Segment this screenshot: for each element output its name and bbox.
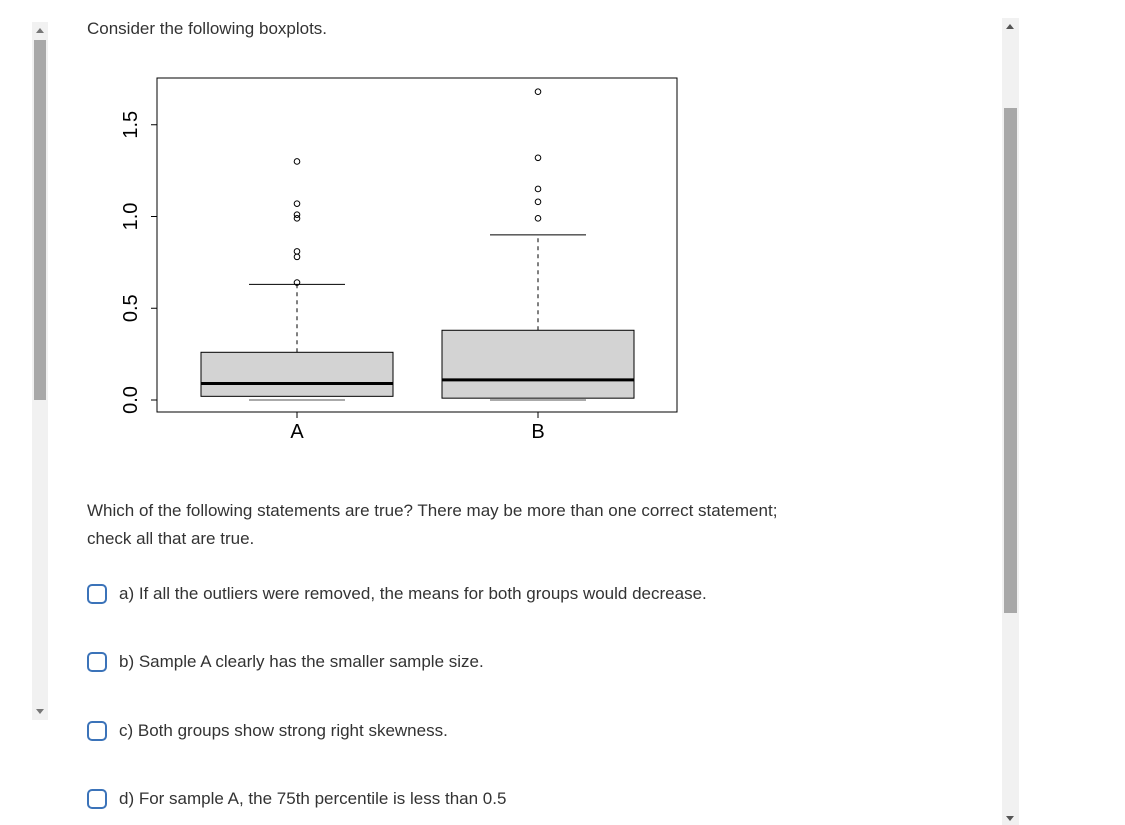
box-B-outlier-point [535, 216, 541, 222]
y-tick-label: 1.5 [120, 110, 142, 139]
option-c[interactable] [87, 721, 448, 741]
option-d[interactable] [87, 789, 506, 809]
box-A-outlier-point [294, 159, 300, 165]
option-c-label: c) Both groups show strong right skewness. [119, 721, 448, 740]
option-b-checkbox[interactable] [87, 652, 107, 672]
right-scrollbar[interactable] [1002, 18, 1019, 825]
right-scrollbar-thumb[interactable] [1004, 108, 1017, 613]
option-d-checkbox[interactable] [87, 789, 107, 809]
option-c-checkbox[interactable] [87, 721, 107, 741]
option-d-label: d) For sample A, the 75th percentile is less than 0.5 [119, 789, 507, 808]
box-A-outlier-point [294, 254, 300, 260]
scroll-up-arrow-icon[interactable] [1006, 24, 1014, 29]
y-tick-label: 0.0 [120, 386, 142, 414]
scroll-down-arrow-icon[interactable] [36, 709, 44, 714]
box-A-outlier-point [294, 249, 300, 255]
box-A-outlier-point [294, 212, 300, 218]
box-A-outlier-point [294, 201, 300, 207]
box-A-iqr [201, 352, 393, 396]
option-a-checkbox[interactable] [87, 584, 107, 604]
question-text: Which of the following statements are true? There may be more than one correct statement; check all that are true. [87, 501, 778, 548]
x-category-label: A [290, 421, 304, 443]
option-a-label: a) If all the outliers were removed, the means for both groups would decrease. [119, 584, 707, 603]
scroll-up-arrow-icon[interactable] [36, 28, 44, 33]
box-B-outlier-point [535, 155, 541, 161]
box-B-iqr [442, 330, 634, 398]
option-a[interactable] [87, 584, 707, 604]
box-B-outlier-point [535, 199, 541, 205]
x-category-label: B [531, 421, 545, 443]
left-scrollbar[interactable] [32, 22, 48, 720]
y-tick-label: 1.0 [120, 202, 142, 231]
scroll-down-arrow-icon[interactable] [1006, 816, 1014, 821]
option-b[interactable] [87, 652, 484, 672]
box-B-outlier-point [535, 186, 541, 192]
intro-text: Consider the following boxplots. [87, 19, 328, 38]
left-scrollbar-thumb[interactable] [34, 40, 46, 400]
box-B-outlier-point [535, 89, 541, 95]
boxplot-chart [87, 70, 707, 450]
option-b-label: b) Sample A clearly has the smaller sample size. [119, 652, 484, 671]
y-tick-label: 0.5 [120, 294, 142, 323]
